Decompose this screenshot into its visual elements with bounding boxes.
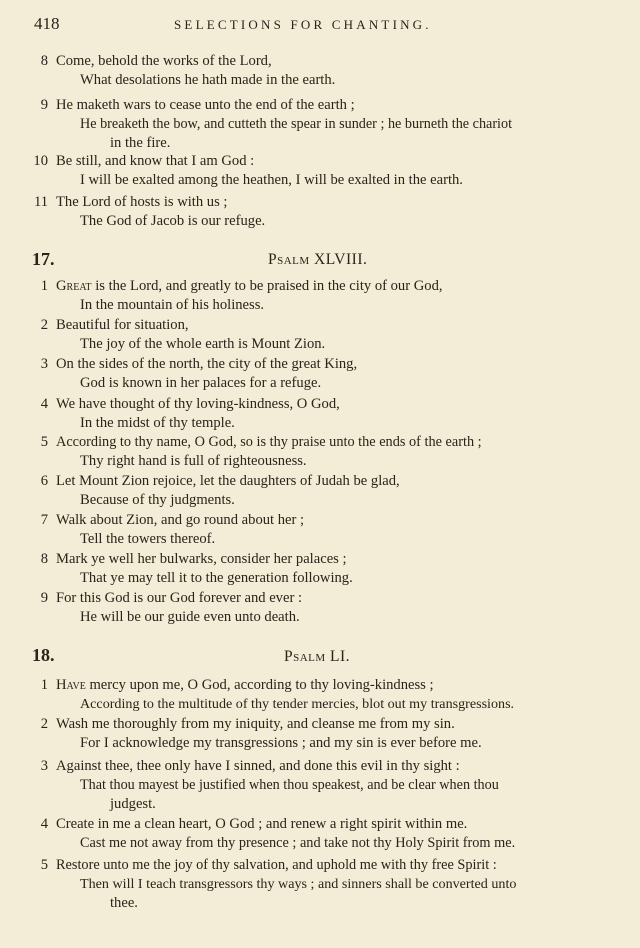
verse-line: Create in me a clean heart, O God ; and renew a right spirit within me.: [56, 816, 468, 832]
running-title: SELECTIONS FOR CHANTING.: [174, 17, 432, 32]
first-word: Great: [56, 278, 92, 294]
verse-number: 9: [40, 590, 48, 606]
verse-line: We have thought of thy loving-kindness, O God,: [56, 396, 340, 412]
verse-line: For this God is our God forever and ever :: [56, 590, 303, 606]
verse-line: is the Lord, and greatly to be praised in the city of our God,: [91, 278, 443, 294]
verse-line: That ye may tell it to the generation following.: [80, 570, 353, 586]
verse-number: 5: [40, 434, 48, 450]
verse-line: Restore unto me the joy of thy salvation, and uphold me with thy free Spirit :: [56, 857, 497, 873]
verse-line: in the fire.: [110, 135, 171, 151]
psalm18-verse-1: [30, 676, 618, 714]
verse-line: Wash me thoroughly from my iniquity, and cleanse me from my sin.: [56, 716, 455, 732]
verse-line: Then will I teach transgressors thy ways ; and sinners shall be converted unto: [80, 876, 517, 892]
psalm17-verse-6: [30, 472, 618, 510]
verse-line: Be still, and know that I am God :: [56, 153, 255, 169]
verse-line: He maketh wars to cease unto the end of the earth ;: [56, 97, 355, 113]
verse-number: 2: [40, 716, 48, 732]
verse-number: 2: [40, 317, 48, 333]
verse-number: 9: [40, 97, 48, 113]
verse-number: 1: [40, 677, 48, 693]
verse-line: Beautiful for situation,: [56, 317, 189, 333]
psalm-title: Psalm LI.: [284, 648, 351, 665]
verse-line: The God of Jacob is our refuge.: [80, 213, 266, 229]
verse-number: 11: [33, 194, 48, 210]
psalm17-verse-3: [30, 355, 618, 393]
psalm17-verse-1: [30, 277, 618, 315]
psalm17-verse-9: [30, 589, 618, 627]
psalm18-verse-3: [30, 757, 618, 814]
verse-number: 10: [33, 153, 48, 169]
verse-line: mercy upon me, O God, according to thy loving-kindness ;: [85, 677, 434, 693]
verse-number: 6: [40, 473, 48, 489]
verse-line: According to thy name, O God, so is thy praise unto the ends of the earth ;: [56, 434, 482, 450]
first-word: Have: [56, 677, 86, 693]
verse-line: Come, behold the works of the Lord,: [56, 53, 272, 69]
verse-line: Let Mount Zion rejoice, let the daughters of Judah be glad,: [56, 473, 400, 489]
verse-number: 5: [40, 857, 48, 873]
page-number: 418: [34, 14, 60, 33]
verse-top-9: [30, 96, 618, 153]
verse-line: According to the multitude of thy tender mercies, blot out my transgressions.: [80, 696, 515, 712]
section-number: 18.: [32, 645, 55, 665]
verse-number: 4: [40, 396, 48, 412]
verse-line: The joy of the whole earth is Mount Zion.: [80, 336, 326, 352]
verse-line: On the sides of the north, the city of the great King,: [56, 356, 358, 372]
psalm17-verse-8: [30, 550, 618, 588]
psalm17-verse-5: [30, 433, 618, 471]
verse-line: Mark ye well her bulwarks, consider her palaces ;: [56, 551, 347, 567]
verse-line: For I acknowledge my transgressions ; and my sin is ever before me.: [80, 735, 482, 751]
verse-line: In the midst of thy temple.: [80, 415, 235, 431]
page-header: [34, 14, 612, 38]
verse-line: God is known in her palaces for a refuge.: [80, 375, 322, 391]
verse-line: He will be our guide even unto death.: [80, 609, 300, 625]
verse-line: Against thee, thee only have I sinned, and done this evil in thy sight :: [56, 758, 460, 774]
section-number: 17.: [32, 249, 55, 269]
psalm17-verse-2: [30, 316, 618, 354]
verse-line: thee.: [110, 895, 138, 911]
psalm17-verse-7: [30, 511, 618, 549]
psalm18-verse-2: [30, 715, 618, 753]
verse-line: That thou mayest be justified when thou speakest, and be clear when thou: [80, 777, 499, 793]
verse-number: 3: [40, 356, 48, 372]
verse-number: 8: [40, 551, 48, 567]
verse-top-10: [30, 152, 618, 190]
verse-line: The Lord of hosts is with us ;: [56, 194, 228, 210]
verse-line: In the mountain of his holiness.: [80, 297, 265, 313]
verse-top-8: [30, 52, 618, 90]
verse-line: What desolations he hath made in the earth.: [80, 72, 336, 88]
verse-line: I will be exalted among the heathen, I will be exalted in the earth.: [80, 172, 463, 188]
verse-line: Cast me not away from thy presence ; and take not thy Holy Spirit from me.: [80, 835, 516, 851]
verse-line: Tell the towers thereof.: [80, 531, 216, 547]
verse-line: Walk about Zion, and go round about her ;: [56, 512, 305, 528]
psalm17-verse-4: [30, 395, 618, 433]
verse-line: judgest.: [110, 796, 156, 812]
psalm18-verse-4: [30, 815, 618, 853]
verse-number: 4: [40, 816, 48, 832]
psalm-title: Psalm XLVIII.: [268, 251, 368, 268]
verse-number: 3: [40, 758, 48, 774]
verse-number: 1: [40, 278, 48, 294]
verse-number: 7: [40, 512, 48, 528]
verse-line: Thy right hand is full of righteousness.: [80, 453, 307, 469]
verse-top-11: [30, 193, 618, 231]
psalm18-verse-5: [30, 856, 618, 913]
verse-line: Because of thy judgments.: [80, 492, 235, 508]
verse-number: 8: [40, 53, 48, 69]
verse-line: He breaketh the bow, and cutteth the spear in sunder ; he burneth the chariot: [80, 116, 513, 132]
